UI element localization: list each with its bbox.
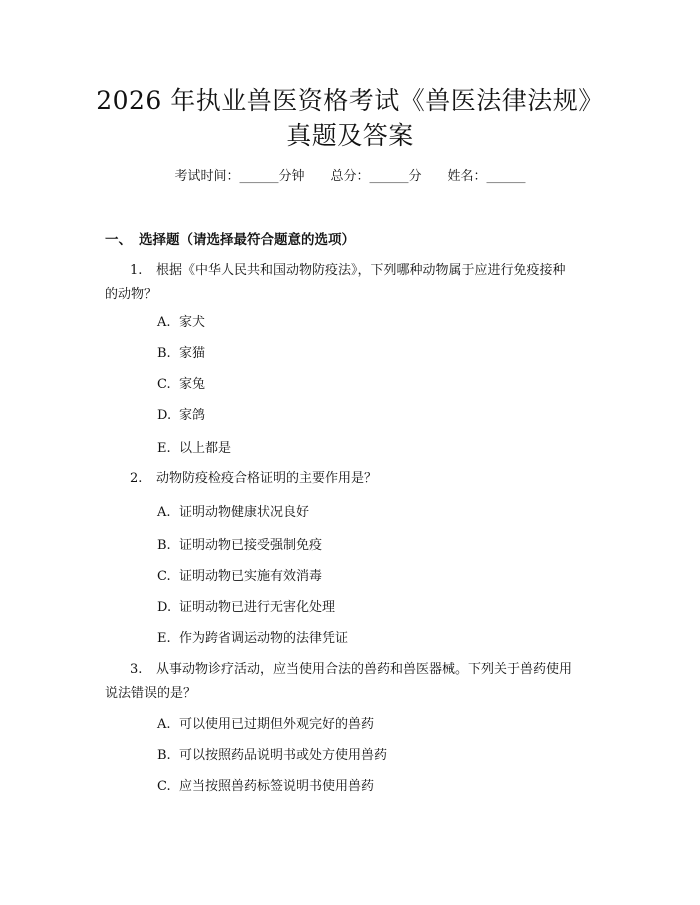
section-number: 一、 — [105, 232, 132, 248]
total-score-label: 总分：______分 — [330, 169, 422, 184]
option-text: 应当按照兽药标签说明书使用兽药 — [179, 779, 375, 794]
question-3-option-c — [157, 778, 374, 796]
option-key: A. — [157, 717, 171, 732]
option-text: 家猫 — [179, 346, 206, 361]
question-3-option-a — [157, 716, 374, 734]
option-text: 家犬 — [179, 315, 206, 330]
option-text: 可以按照药品说明书或处方使用兽药 — [179, 748, 388, 763]
option-text: 可以使用已过期但外观完好的兽药 — [179, 717, 375, 732]
question-2-option-b — [157, 537, 322, 555]
question-text: 从事动物诊疗活动，应当使用合法的兽药和兽医器械。下列关于兽药使用 — [156, 662, 573, 677]
question-number: 2. — [130, 471, 143, 486]
option-key: C. — [157, 779, 171, 794]
question-1 — [105, 259, 605, 307]
question-1-option-d — [157, 407, 205, 425]
option-text: 家兔 — [179, 377, 206, 392]
option-key: A. — [157, 315, 171, 330]
section-heading — [105, 231, 355, 249]
question-text: 根据《中华人民共和国动物防疫法》，下列哪种动物属于应进行免疫接种 — [156, 263, 566, 278]
option-text: 作为跨省调运动物的法律凭证 — [179, 631, 349, 646]
question-3 — [105, 658, 605, 706]
question-number: 3. — [130, 662, 143, 677]
option-key: D. — [157, 600, 172, 615]
question-2-option-c — [157, 568, 322, 586]
question-2-option-a — [157, 504, 309, 522]
question-text: 动物防疫检疫合格证明的主要作用是？ — [156, 471, 378, 486]
option-key: E. — [157, 441, 171, 456]
option-key: C. — [157, 569, 171, 584]
question-2 — [105, 467, 605, 491]
option-key: E. — [157, 631, 171, 646]
option-key: B. — [157, 748, 171, 763]
question-1-option-e — [157, 440, 231, 458]
option-text: 以上都是 — [179, 441, 232, 456]
document-title-line2: 真题及答案 — [286, 121, 414, 150]
question-text-continued: 说法错误的是？ — [105, 686, 197, 701]
exam-meta — [0, 167, 700, 187]
name-label: 姓名：______ — [447, 169, 526, 184]
option-key: B. — [157, 346, 171, 361]
question-2-option-e — [157, 630, 348, 648]
option-key: A. — [157, 505, 171, 520]
question-text-continued: 的动物？ — [105, 287, 158, 302]
option-key: C. — [157, 377, 171, 392]
question-1-option-b — [157, 345, 205, 363]
option-text: 证明动物已实施有效消毒 — [179, 569, 323, 584]
question-1-option-a — [157, 314, 205, 332]
option-text: 证明动物已接受强制免疫 — [179, 538, 323, 553]
document-title-line1: 2026 年执业兽医资格考试《兽医法律法规》 — [96, 86, 604, 115]
option-key: B. — [157, 538, 171, 553]
question-1-option-c — [157, 376, 205, 394]
question-3-option-b — [157, 747, 387, 765]
option-text: 证明动物健康状况良好 — [179, 505, 310, 520]
question-number: 1. — [130, 263, 143, 278]
option-text: 家鸽 — [179, 408, 206, 423]
section-title: 选择题（请选择最符合题意的选项） — [139, 232, 355, 248]
option-text: 证明动物已进行无害化处理 — [179, 600, 336, 615]
exam-time-label: 考试时间：______分钟 — [174, 169, 305, 184]
question-2-option-d — [157, 599, 335, 617]
option-key: D. — [157, 408, 172, 423]
